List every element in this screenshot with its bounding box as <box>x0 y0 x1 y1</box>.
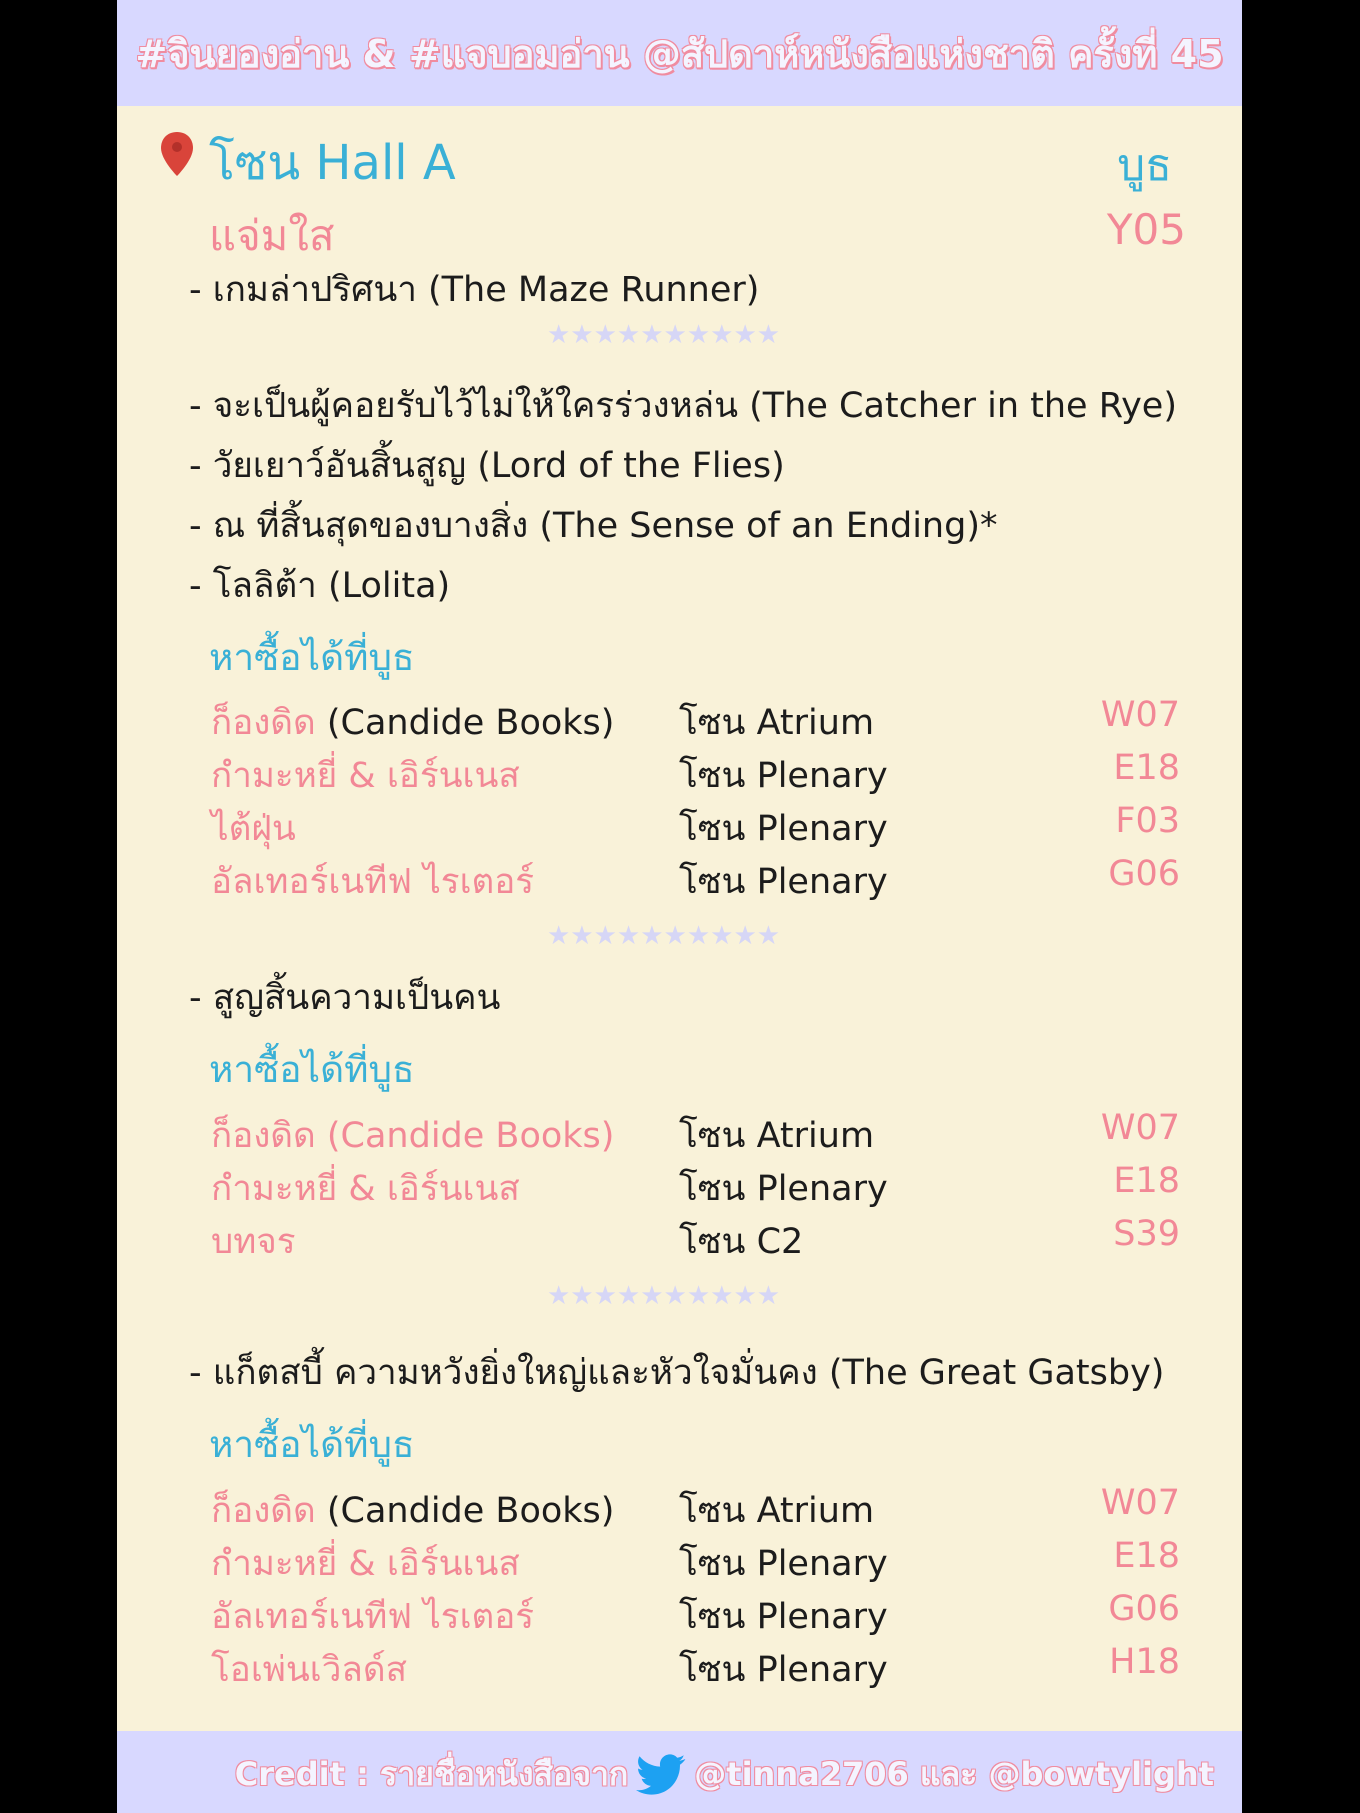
seller-zone: โซน Plenary <box>679 862 888 902</box>
zone-title: โซน Hall A <box>209 135 456 191</box>
buy-at-booth-label: หาซื้อได้ที่บูธ <box>209 1423 415 1466</box>
book-title: - โลลิต้า (Lolita) <box>189 566 451 606</box>
seller-zone: โซน Plenary <box>679 809 888 849</box>
seller-zone: โซน C2 <box>679 1222 804 1262</box>
seller-booth: G06 <box>1108 1589 1180 1629</box>
seller-booth: W07 <box>1100 1483 1180 1523</box>
seller-name: ไต้ฝุ่น <box>211 809 296 849</box>
footer-bar <box>117 1731 1242 1813</box>
seller-zone: โซน Plenary <box>679 1544 888 1584</box>
seller-zone: โซน Plenary <box>679 1169 888 1209</box>
seller-zone: โซน Atrium <box>679 1491 875 1531</box>
seller-booth: H18 <box>1109 1642 1180 1682</box>
seller-booth: W07 <box>1100 1108 1180 1148</box>
map-pin-icon <box>159 130 195 178</box>
seller-name: ก็องดิด (Candide Books) <box>211 1491 615 1531</box>
star-divider: ★★★★★★★★★★ <box>547 921 781 951</box>
publisher-name: แจ่มใส <box>209 211 335 260</box>
seller-name: กำมะหยี่ & เอิร์นเนส <box>211 1169 520 1209</box>
star-divider: ★★★★★★★★★★ <box>547 1281 781 1311</box>
seller-zone: โซน Plenary <box>679 1597 888 1637</box>
seller-zone: โซน Atrium <box>679 703 875 743</box>
seller-name: บทจร <box>211 1222 296 1262</box>
book-title: - วัยเยาว์อันสิ้นสูญ (Lord of the Flies) <box>189 446 785 486</box>
booth-column-label: บูธ <box>1117 140 1172 191</box>
twitter-bird-icon <box>636 1754 686 1796</box>
book-title: - ณ ที่สิ้นสุดของบางสิ่ง (The Sense of an Ending)* <box>189 506 998 546</box>
seller-zone: โซน Atrium <box>679 1116 875 1156</box>
credit-prefix: Credit : รายชื่อหนังสือจาก <box>234 1755 629 1793</box>
seller-name: อัลเทอร์เนทีฟ ไรเตอร์ <box>211 1597 535 1637</box>
seller-name: กำมะหยี่ & เอิร์นเนส <box>211 756 520 796</box>
seller-name: อัลเทอร์เนทีฟ ไรเตอร์ <box>211 862 535 902</box>
header-bar <box>117 0 1242 106</box>
seller-name: โอเพ่นเวิลด์ส <box>211 1650 407 1690</box>
seller-booth: G06 <box>1108 854 1180 894</box>
seller-booth: S39 <box>1113 1214 1180 1254</box>
publisher-booth: Y05 <box>1106 205 1186 254</box>
seller-name: ก็องดิด (Candide Books) <box>211 1116 615 1156</box>
seller-zone: โซน Plenary <box>679 756 888 796</box>
buy-at-booth-label: หาซื้อได้ที่บูธ <box>209 636 415 679</box>
seller-booth: F03 <box>1115 801 1180 841</box>
book-title: - เกมล่าปริศนา (The Maze Runner) <box>189 270 760 310</box>
seller-booth: E18 <box>1113 1161 1180 1201</box>
credit-line <box>235 1749 1214 1800</box>
book-title: - สูญสิ้นความเป็นคน <box>189 978 501 1018</box>
book-title: - แก็ตสบี้ ความหวังยิ่งใหญ่และหัวใจมั่นคง (The Great Gatsby) <box>189 1353 1165 1393</box>
star-divider: ★★★★★★★★★★ <box>547 320 781 350</box>
buy-at-booth-label: หาซื้อได้ที่บูธ <box>209 1048 415 1091</box>
seller-booth: E18 <box>1113 748 1180 788</box>
page <box>117 0 1242 1813</box>
seller-name: ก็องดิด (Candide Books) <box>211 703 615 743</box>
seller-name: กำมะหยี่ & เอิร์นเนส <box>211 1544 520 1584</box>
seller-zone: โซน Plenary <box>679 1650 888 1690</box>
seller-booth: W07 <box>1100 695 1180 735</box>
book-title: - จะเป็นผู้คอยรับไว้ไม่ให้ใครร่วงหล่น (The Catcher in the Rye) <box>189 386 1177 426</box>
seller-booth: E18 <box>1113 1536 1180 1576</box>
page-title: #จินยองอ่าน & #แจบอมอ่าน @สัปดาห์หนังสือแห่งชาติ ครั้งที่ 45 <box>135 31 1224 76</box>
credit-accounts: @tinna2706 และ @bowtylight <box>694 1755 1214 1793</box>
